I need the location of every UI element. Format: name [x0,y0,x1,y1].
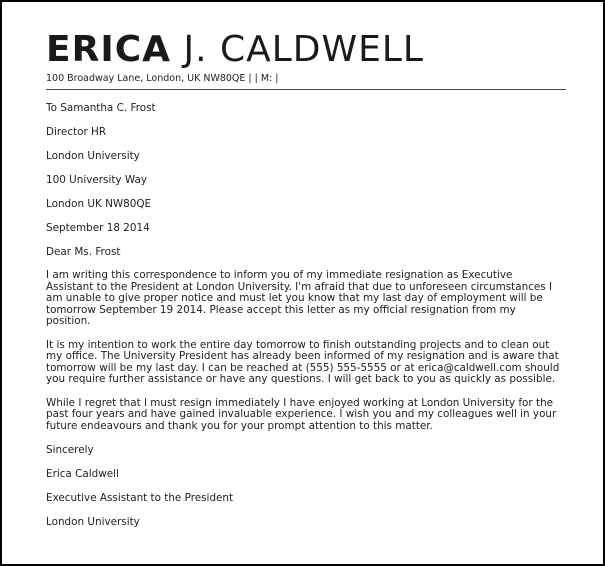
signature-title: Executive Assistant to the President [46,492,234,504]
recipient-organization: London University [46,150,140,162]
recipient-title: Director HR [46,126,107,138]
recipient-to: To Samantha C. Frost [46,102,156,114]
body-paragraph-2: It is my intention to work the entire day tomorrow to finish outstanding projects and to clean out my office. The University President has already been informed of my resignation and is aware that tomorrow will be my last day. I can be reached at (555) 555-5555 or at erica@caldwell.com should you require further assistance or have any questions. I will get back to you as quickly as possible. [46,338,560,385]
signature-organization: London University [46,516,140,528]
recipient-city: London UK NW80QE [46,198,152,210]
letter-date: September 18 2014 [46,222,150,234]
sender-last-name: J. CALDWELL [183,29,424,70]
salutation: Dear Ms. Frost [46,246,121,258]
body-paragraph-3: While I regret that I must resign immediately I have enjoyed working at London University for the past four years and have gained invaluable experience. I wish you and my colleagues well in your future endeavours and thank you for your prompt attention to this matter. [46,396,557,432]
recipient-street: 100 University Way [46,174,147,186]
body-paragraph-1: I am writing this correspondence to inform you of my immediate resignation as Executive Assistant to the President at London University. I'm afraid that due to unforeseen circumstances I am unable to give proper notice and must let you know that my last day of employment will be tomorrow September 19 2014. Please accept this letter as my official resignation from my position. [46,269,553,327]
sender-contact-line: 100 Broadway Lane, London, UK NW80QE | | M: | [46,73,566,90]
signature-name: Erica Caldwell [46,468,119,480]
sender-first-name: ERICA [46,29,171,70]
letter-content [46,30,566,528]
sender-name [46,30,566,70]
closing: Sincerely [46,444,94,456]
